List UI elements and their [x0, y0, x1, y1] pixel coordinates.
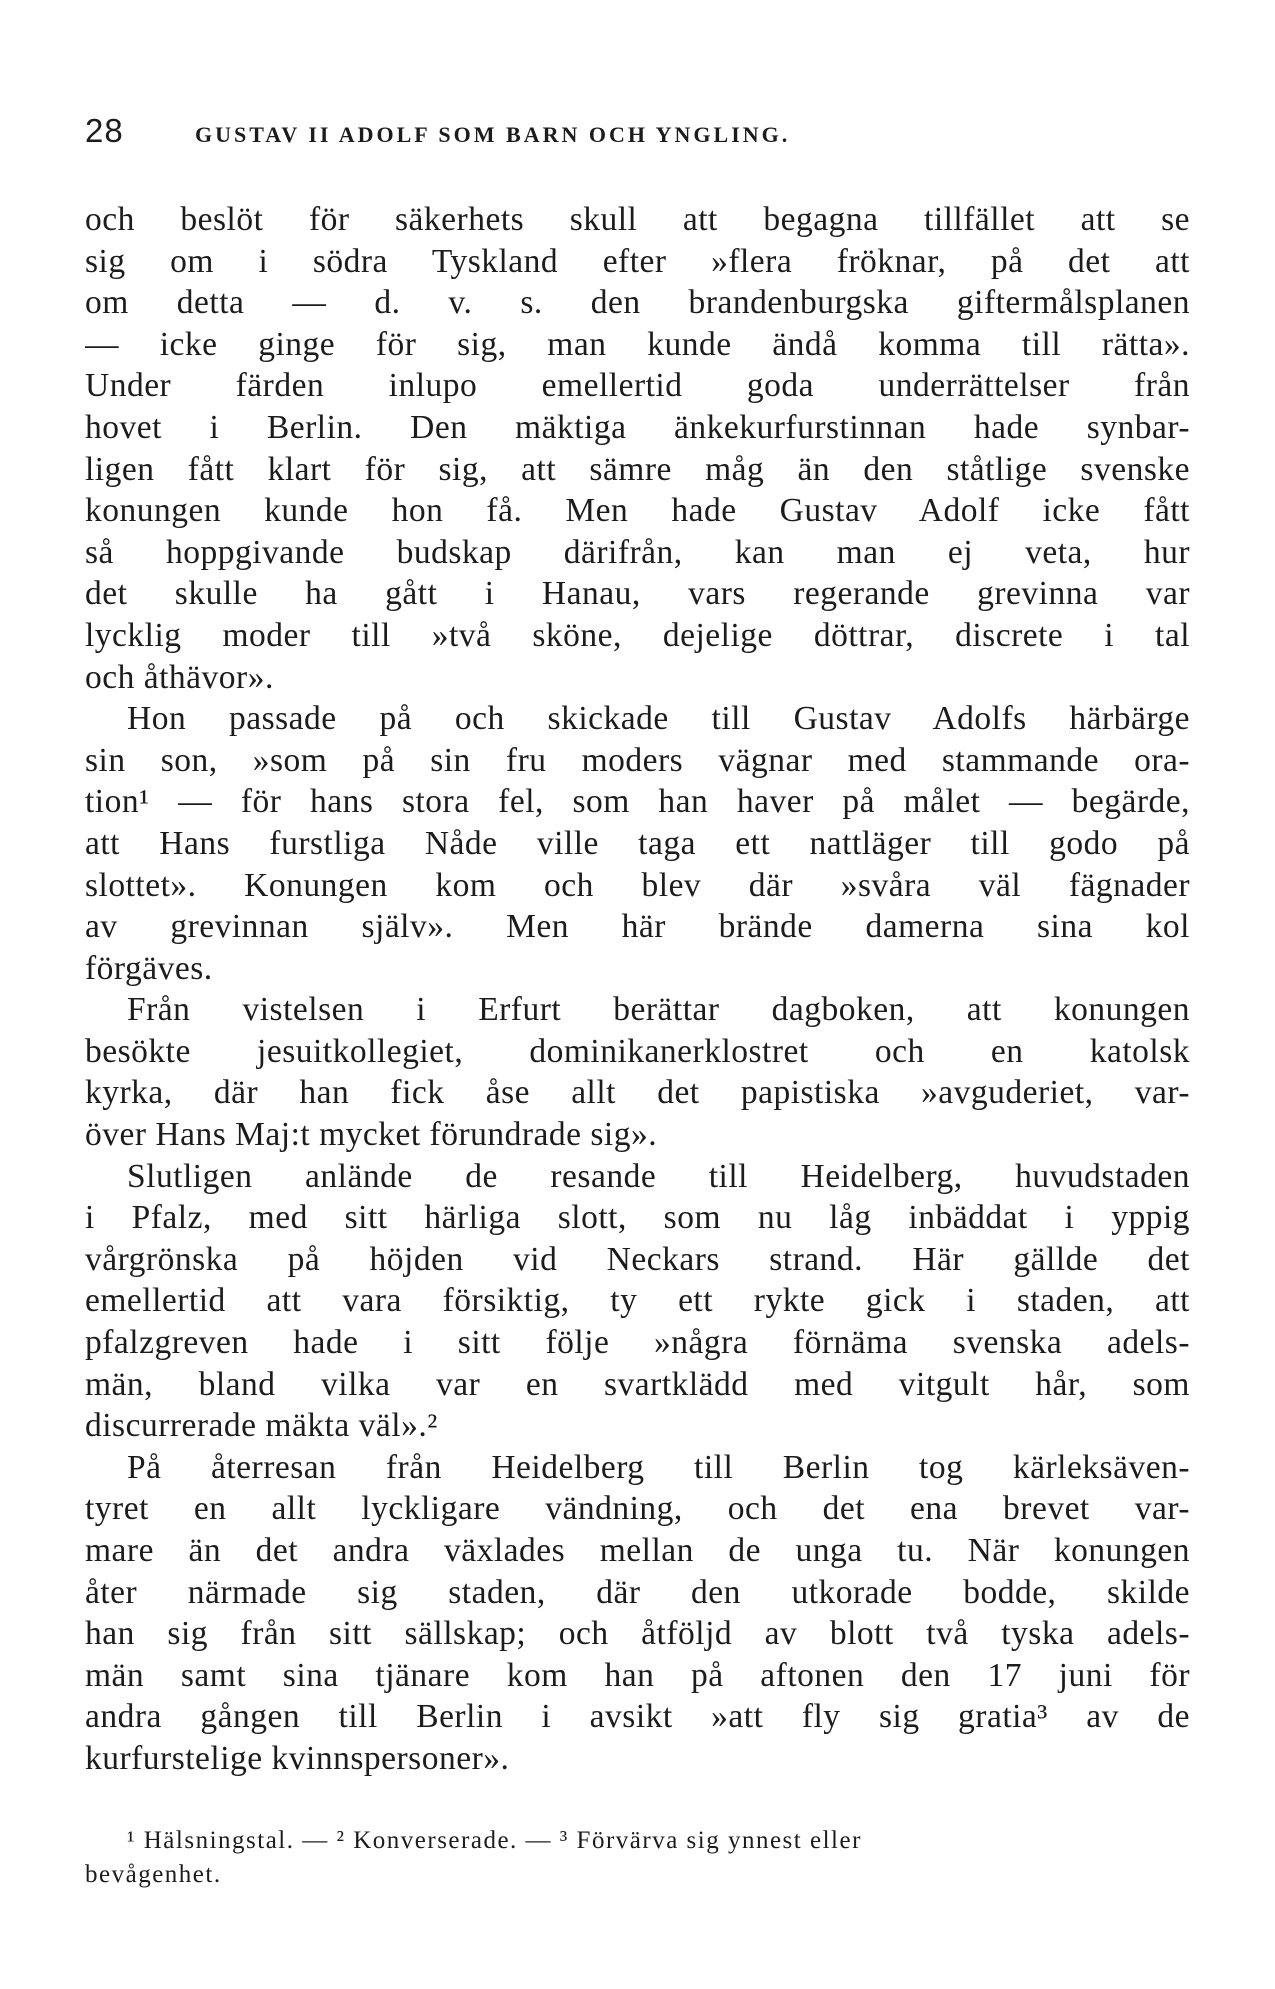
text-line: åter närmade sig staden, där den utkorade bodde, skilde — [85, 1573, 1190, 1611]
footnote-line: bevågenhet. — [85, 1861, 222, 1888]
text-line: män samt sina tjänare kom han på aftonen den 17 juni för — [85, 1656, 1190, 1694]
text-line: och beslöt för säkerhets skull att begagna tillfället att se — [85, 201, 1190, 238]
text-line: om detta — d. v. s. den brandenburgska giftermålsplanen — [85, 284, 1190, 322]
footnotes — [85, 1824, 1190, 1892]
text-line: kyrka, där han fick åse allt det papistiska »avguderiet, var- — [85, 1074, 1190, 1112]
page-header — [85, 112, 1195, 162]
text-line: Slutligen anlände de resande till Heidelberg, huvudstaden — [127, 1157, 1190, 1195]
text-line: pfalzgreven hade i sitt följe »några förnäma svenska adels- — [85, 1324, 1190, 1362]
text-line: män, bland vilka var en svartklädd med vitgult hår, som — [85, 1365, 1190, 1403]
text-line: konungen kunde hon få. Men hade Gustav Adolf icke fått — [85, 492, 1190, 530]
body-text — [85, 199, 1190, 1780]
text-line: discurrerade mäkta väl».² — [85, 1407, 438, 1445]
text-line: besökte jesuitkollegiet, dominikanerklostret och en katolsk — [85, 1032, 1190, 1070]
text-line: sig om i södra Tyskland efter »flera fröknar, på det att — [85, 242, 1190, 280]
text-line: vårgrönska på höjden vid Neckars strand. Här gällde det — [85, 1240, 1190, 1278]
text-line: att Hans furstliga Nåde ville taga ett nattläger till godo på — [85, 824, 1190, 862]
text-line: över Hans Maj:t mycket förundrade sig». — [85, 1116, 658, 1154]
text-line: han sig från sitt sällskap; och åtföljd av blott två tyska adels- — [85, 1615, 1190, 1653]
page-number: 28 — [85, 112, 124, 149]
text-line: och åthävor». — [85, 658, 274, 696]
text-line: sin son, »som på sin fru moders vägnar med stammande ora- — [85, 741, 1190, 779]
text-line: förgäves. — [85, 949, 213, 987]
text-line: det skulle ha gått i Hanau, vars regerande grevinna var — [85, 575, 1190, 613]
text-line: Under färden inlupo emellertid goda underrättelser från — [85, 367, 1190, 405]
text-line: tyret en allt lyckligare vändning, och det ena brevet var- — [85, 1490, 1190, 1528]
text-line: mare än det andra växlades mellan de unga tu. När konungen — [85, 1532, 1190, 1569]
text-line: andra gången till Berlin i avsikt »att fly sig gratia³ av de — [85, 1698, 1190, 1736]
text-line: av grevinnan själv». Men här brände damerna sina kol — [85, 908, 1190, 946]
text-line: kurfurstelige kvinnspersoner». — [85, 1739, 510, 1777]
text-line: hovet i Berlin. Den mäktiga änkekurfurstinnan hade synbar- — [85, 408, 1190, 446]
text-line: emellertid att vara försiktig, ty ett rykte gick i staden, att — [85, 1282, 1190, 1320]
text-line: Från vistelsen i Erfurt berättar dagboken, att konungen — [127, 991, 1190, 1029]
text-line: Hon passade på och skickade till Gustav Adolfs härbärge — [127, 700, 1190, 738]
text-line: slottet». Konungen kom och blev där »svåra väl fägnader — [85, 866, 1190, 904]
footnote-line: ¹ Hälsningstal. — ² Konverserade. — ³ Förvärva sig ynnest eller — [127, 1827, 862, 1854]
text-line: i Pfalz, med sitt härliga slott, som nu låg inbäddat i yppig — [85, 1199, 1190, 1237]
text-line: ligen fått klart för sig, att sämre måg än den ståtlige svenske — [85, 450, 1190, 488]
running-head: GUSTAV II ADOLF SOM BARN OCH YNGLING. — [195, 122, 791, 147]
text-line: tion¹ — för hans stora fel, som han haver på målet — begärde, — [85, 783, 1190, 821]
text-line: På återresan från Heidelberg till Berlin tog kärleksäven- — [127, 1448, 1190, 1486]
text-line: så hoppgivande budskap därifrån, kan man ej veta, hur — [85, 533, 1190, 571]
text-line: — icke ginge för sig, man kunde ändå komma till rätta». — [85, 325, 1190, 363]
text-line: lycklig moder till »två sköne, dejelige döttrar, discrete i tal — [85, 616, 1190, 654]
